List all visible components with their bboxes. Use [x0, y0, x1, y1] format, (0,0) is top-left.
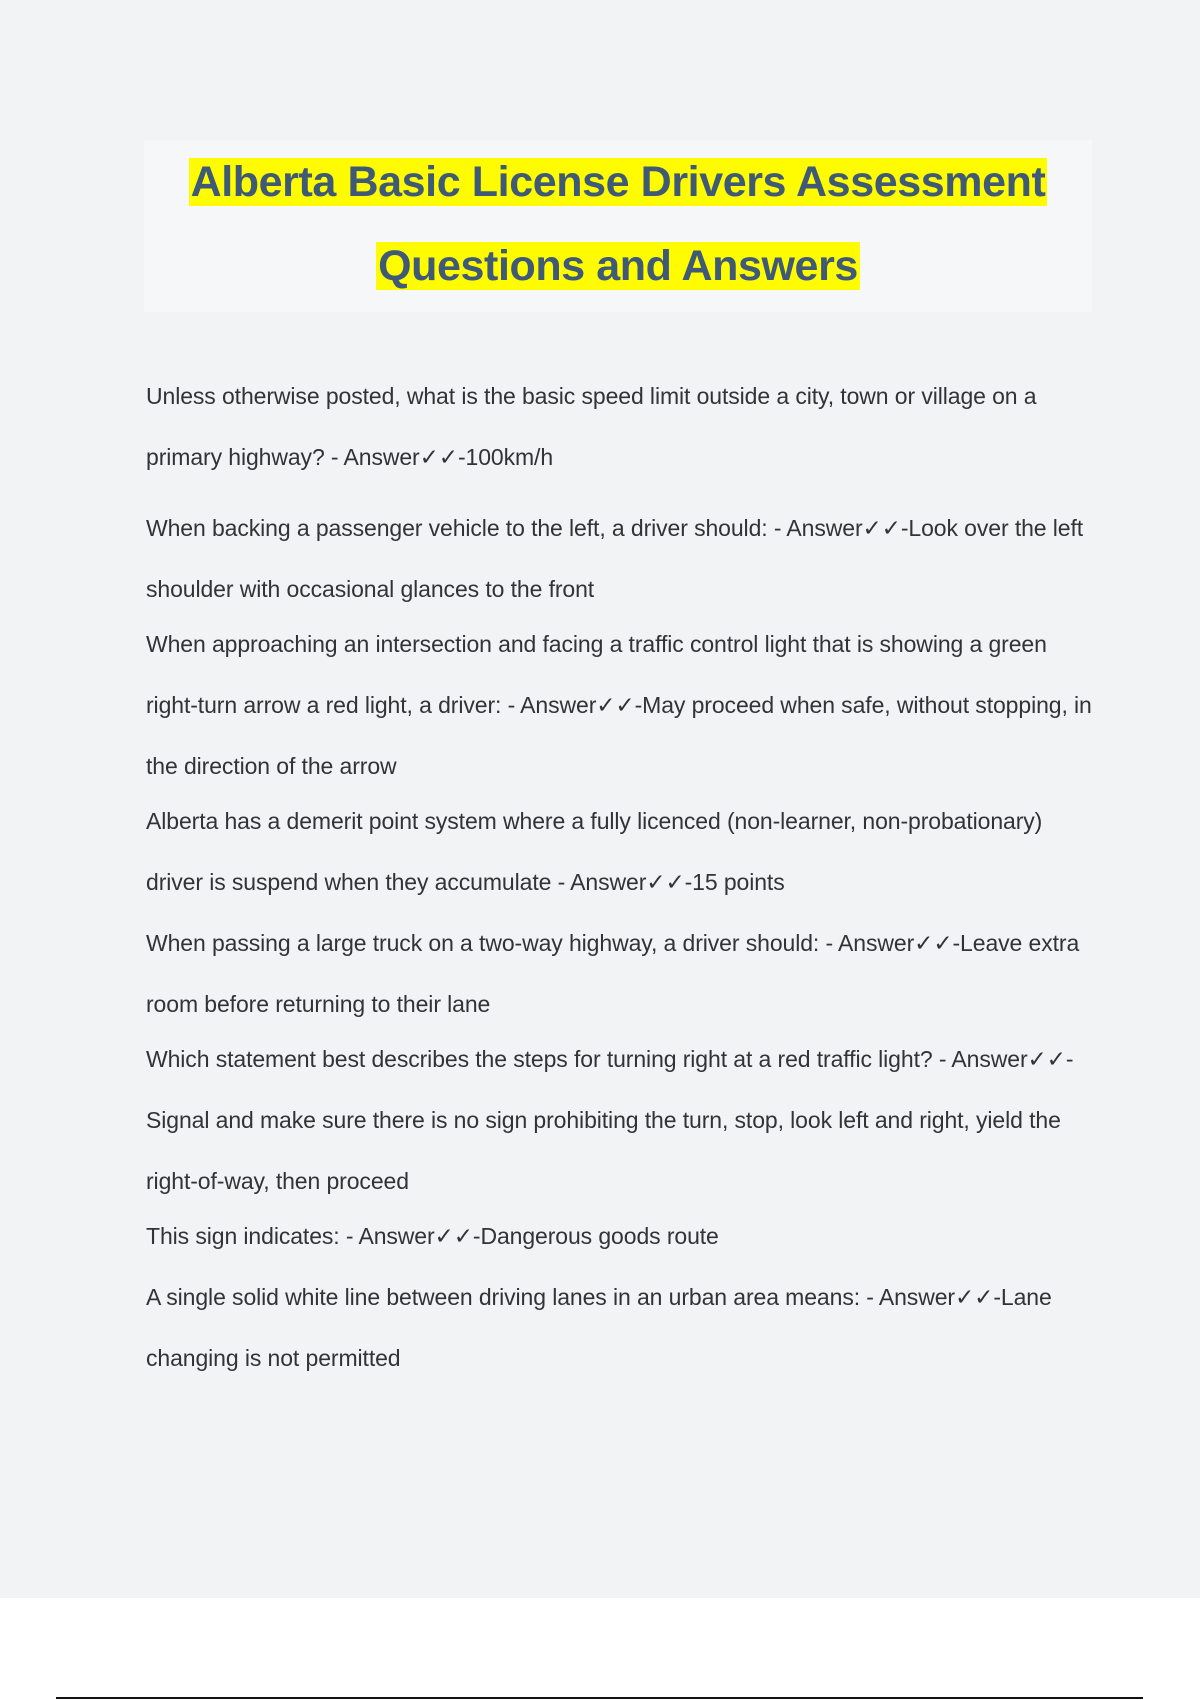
title-highlight-1: Alberta Basic License Drivers Assessment — [190, 158, 1046, 206]
qa-item: A single solid white line between driving lanes in an urban area means: - Answer✓✓-Lane changing is not permitted — [146, 1284, 1052, 1371]
qa-list — [146, 366, 1096, 1389]
qa-item: Which statement best describes the steps for turning right at a red traffic light? - Answer✓✓-Signal and make sure there is no sign prohibiting the turn, stop, look left and right, yield the right-of-way, then proceed — [146, 1046, 1074, 1194]
qa-item: When passing a large truck on a two-way highway, a driver should: - Answer✓✓-Leave extra room before returning to their lane — [146, 930, 1080, 1017]
qa-item: Unless otherwise posted, what is the basic speed limit outside a city, town or village on a primary highway? - Answer✓✓-100km/h — [146, 383, 1037, 470]
bottom-divider — [56, 1697, 1143, 1699]
title-line-2 — [144, 224, 1092, 308]
qa-item: This sign indicates: - Answer✓✓-Dangerous goods route — [146, 1223, 719, 1249]
qa-item: When approaching an intersection and facing a traffic control light that is showing a green right-turn arrow a red light, a driver: - Answer✓✓-May proceed when safe, without stopping, in the direction of the arrow — [146, 631, 1092, 779]
title-block — [144, 140, 1092, 312]
title-line-1 — [144, 140, 1092, 224]
qa-item: Alberta has a demerit point system where a fully licenced (non-learner, non-probationary) driver is suspend when they accumulate - Answer✓✓-15 points — [146, 808, 1043, 895]
qa-item: When backing a passenger vehicle to the left, a driver should: - Answer✓✓-Look over the left shoulder with occasional glances to the front — [146, 515, 1084, 602]
title-highlight-2: Questions and Answers — [378, 242, 858, 290]
